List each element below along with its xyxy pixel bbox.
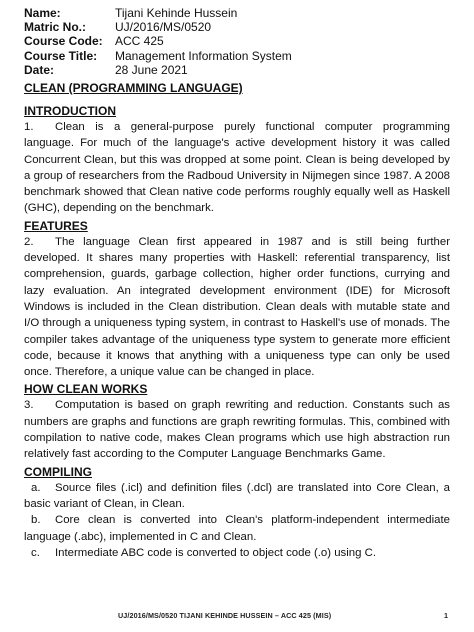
paragraph-text: Computation is based on graph rewriting and reduction. Constants such as numbers are graphs and functions are graph rewriting formulas. This, combined with compilation to native code, makes Clean programs which use high abstraction run relatively fast according to the Computer Language Benchmarks Game. xyxy=(24,399,450,461)
section-heading-how-clean-works: HOW CLEAN WORKS xyxy=(24,382,148,397)
header-key: Date: xyxy=(24,62,55,77)
header-row-course-title xyxy=(24,49,292,63)
page-number: 1 xyxy=(444,611,448,620)
paragraph-features xyxy=(24,234,450,381)
header-value: 28 June 2021 xyxy=(115,62,188,77)
paragraph-introduction xyxy=(24,119,450,217)
paragraph-number: 2. xyxy=(24,235,34,248)
item-label: a. xyxy=(31,481,41,494)
compiling-item-c xyxy=(24,545,450,561)
paragraph-how-clean-works xyxy=(24,397,450,462)
section-heading-introduction: INTRODUCTION xyxy=(24,104,116,118)
paragraph-number: 3. xyxy=(24,399,34,412)
header-key: Course Code: xyxy=(24,34,103,49)
header-row-name xyxy=(24,6,292,20)
header-key: Course Title: xyxy=(24,48,98,63)
student-info-header xyxy=(24,6,292,77)
header-row-date xyxy=(24,63,292,77)
document-title: CLEAN (PROGRAMMING LANGUAGE) xyxy=(24,81,243,95)
header-value: UJ/2016/MS/0520 xyxy=(115,20,212,35)
header-value: ACC 425 xyxy=(115,34,164,49)
item-text: Intermediate ABC code is converted to object code (.o) using C. xyxy=(55,546,377,559)
paragraph-text: Clean is a general-purpose purely functional computer programming language. For much of the language's active development history it was called Concurrent Clean, but this was dropped at some point. Clean is being developed by a group of researchers from the Radboud University in Nijmegen since 1987. A 2008 benchmark showed that Clean native code performs roughly equally well as Haskell (GHC), depending on the benchmark. xyxy=(24,121,450,215)
item-label: c. xyxy=(31,546,40,559)
section-heading-compiling: COMPILING xyxy=(24,464,92,479)
header-value: Management Information System xyxy=(115,48,292,63)
document-body xyxy=(24,80,450,561)
header-value: Tijani Kehinde Hussein xyxy=(115,6,238,20)
header-key: Matric No.: xyxy=(24,20,87,35)
footer-text: UJ/2016/MS/0520 TIJANI KEHINDE HUSSEIN – ACC 425 (MIS) xyxy=(118,611,332,620)
compiling-item-b xyxy=(24,512,450,545)
item-text: Source files (.icl) and definition files (.dcl) are translated into Core Clean, a basic variant of Clean, in Clean. xyxy=(24,481,450,510)
item-text: Core clean is converted into Clean's platform-independent intermediate language (.abc), implemented in C and Clean. xyxy=(24,514,450,543)
header-row-matric xyxy=(24,20,292,34)
paragraph-text: The language Clean first appeared in 1987 and is still being further developed. It shares many properties with Haskell: referential transparency, list comprehension, guards, garbage collection, higher order functions, currying and lazy evaluation. An integrated development environment (IDE) for Microsoft Windows is included in the Clean distribution. Clean deals with mutable state and I/O through a uniqueness typing system, in contrast to Haskell's use of monads. The compiler takes advantage of the uniqueness type system to generate more efficient code, because it knows that anything with a uniqueness type can only be used once. Therefore, a unique value can be changed in place. xyxy=(24,235,450,379)
paragraph-number: 1. xyxy=(24,121,34,133)
header-row-course-code xyxy=(24,34,292,48)
compiling-item-a xyxy=(24,480,450,513)
section-heading-features: FEATURES xyxy=(24,218,88,233)
item-label: b. xyxy=(31,514,41,527)
header-key: Name: xyxy=(24,6,61,20)
